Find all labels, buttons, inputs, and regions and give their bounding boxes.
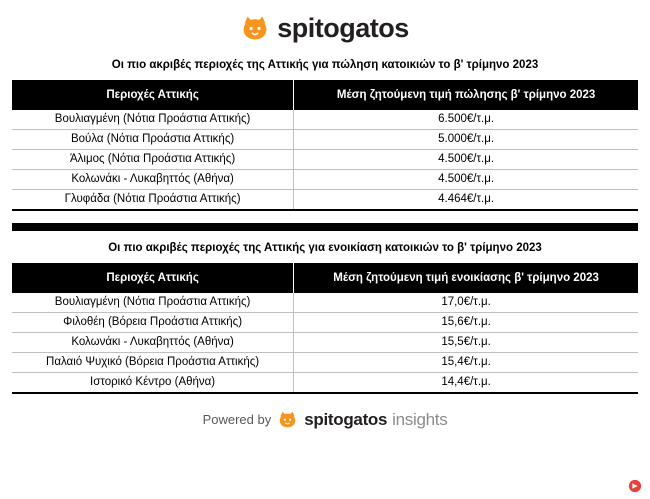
table-row (12, 129, 638, 149)
cell-price: 14,4€/τ.μ. (294, 372, 638, 393)
powered-by-label: Powered by (202, 412, 272, 428)
brand-header (0, 0, 650, 52)
cell-price: 5.000€/τ.μ. (294, 129, 638, 149)
table-row (12, 110, 638, 130)
table-header-row (12, 80, 638, 110)
column-header-area: Περιοχές Αττικής (12, 263, 294, 293)
cell-area: Κολωνάκι - Λυκαβηττός (Αθήνα) (12, 169, 294, 189)
footer-product-name: insights (392, 409, 448, 429)
table-header-row (12, 263, 638, 293)
cell-area: Άλιμος (Νότια Προάστια Αττικής) (12, 149, 294, 169)
brand-name: spitogatos (277, 12, 409, 43)
section-title: Οι πιο ακριβές περιοχές της Αττικής για πώληση κατοικιών το β' τρίμηνο 2023 (111, 59, 539, 71)
footer-attribution (0, 410, 650, 430)
cell-area: Γλυφάδα (Νότια Προάστια Αττικής) (12, 189, 294, 210)
cell-price: 15,6€/τ.μ. (294, 312, 638, 332)
table-row (12, 169, 638, 189)
cell-price: 4.500€/τ.μ. (294, 149, 638, 169)
table-row (12, 372, 638, 393)
cell-area: Βούλα (Νότια Προάστια Αττικής) (12, 129, 294, 149)
cat-face-icon (278, 410, 297, 429)
table-row (12, 332, 638, 352)
rent-prices-table (12, 263, 638, 394)
section-title: Οι πιο ακριβές περιοχές της Αττικής για ενοικίαση κατοικιών το β' τρίμηνο 2023 (108, 241, 542, 254)
sale-prices-section (0, 58, 650, 211)
footer-brand-name: spitogatos (304, 409, 388, 429)
column-header-area: Περιοχές Αττικής (12, 80, 294, 110)
cell-area: Βουλιαγμένη (Νότια Προάστια Αττικής) (12, 293, 294, 313)
rent-prices-section (0, 241, 650, 394)
table-row (12, 149, 638, 169)
cell-price: 4.500€/τ.μ. (294, 169, 638, 189)
cell-price: 17,0€/τ.μ. (294, 293, 638, 313)
section-divider (12, 223, 638, 231)
cell-area: Παλαιό Ψυχικό (Βόρεια Προάστια Αττικής) (12, 352, 294, 372)
cell-price: 15,4€/τ.μ. (294, 352, 638, 372)
sale-prices-table (12, 80, 638, 211)
cell-area: Φιλοθέη (Βόρεια Προάστια Αττικής) (12, 312, 294, 332)
cell-price: 6.500€/τ.μ. (294, 110, 638, 130)
table-row (12, 189, 638, 210)
table-row (12, 312, 638, 332)
cell-price: 4.464€/τ.μ. (294, 189, 638, 210)
column-header-price: Μέση ζητούμενη τιμή πώλησης β' τρίμηνο 2023 (294, 80, 638, 110)
cell-area: Ιστορικό Κέντρο (Αθήνα) (12, 372, 294, 393)
column-header-price: Μέση ζητούμενη τιμή ενοικίασης β' τρίμηνο 2023 (294, 263, 638, 293)
corner-watermark-icon (628, 479, 642, 493)
table-row (12, 293, 638, 313)
cat-face-icon (241, 14, 269, 42)
cell-area: Κολωνάκι - Λυκαβηττός (Αθήνα) (12, 332, 294, 352)
table-row (12, 352, 638, 372)
cell-area: Βουλιαγμένη (Νότια Προάστια Αττικής) (12, 110, 294, 130)
cell-price: 15,5€/τ.μ. (294, 332, 638, 352)
